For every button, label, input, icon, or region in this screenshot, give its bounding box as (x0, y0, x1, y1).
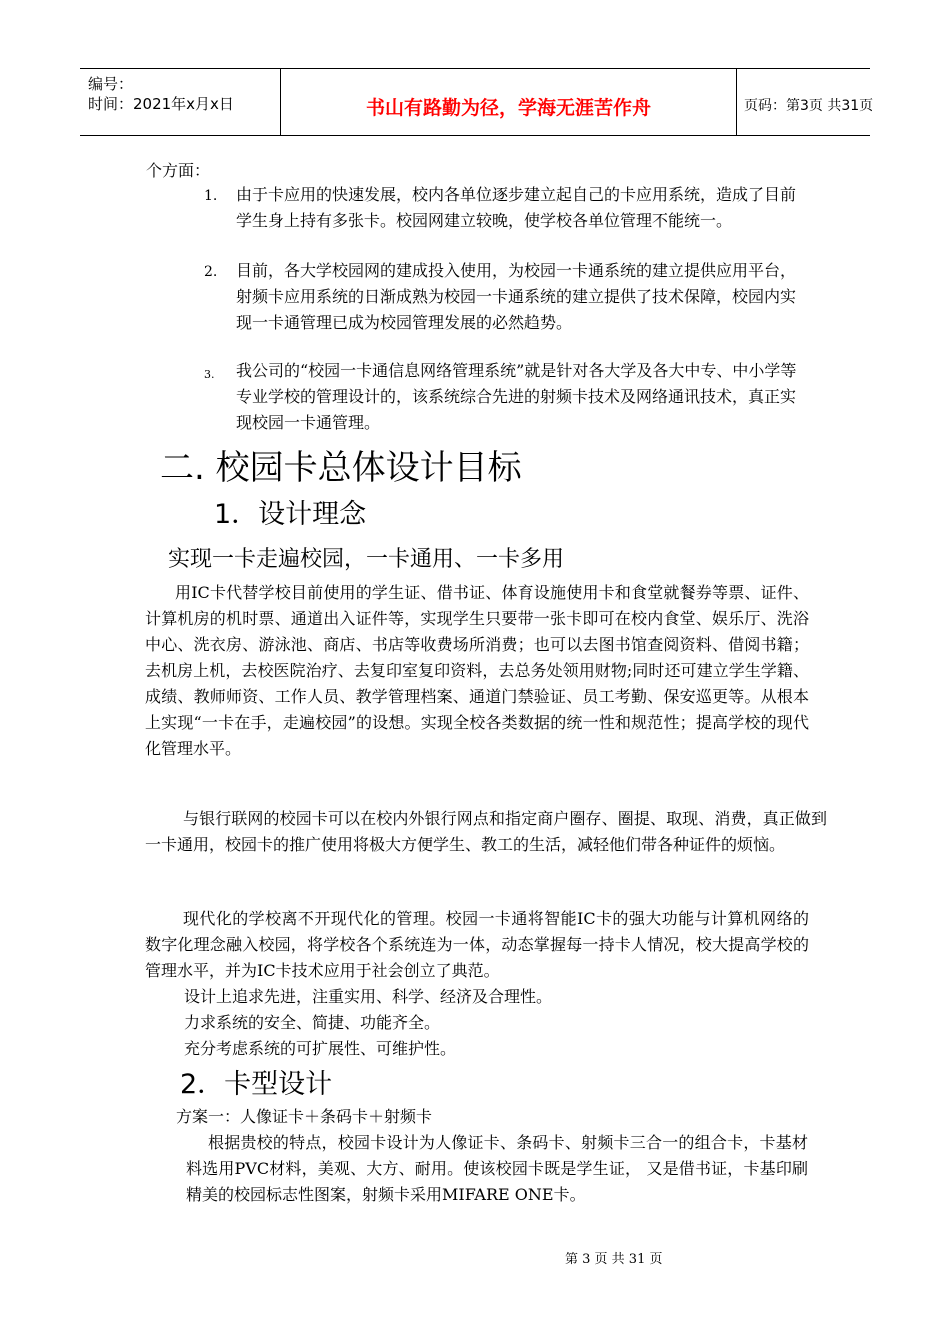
list-item-number: 3. (204, 368, 215, 381)
paragraph: 现代化的学校离不开现代化的管理。校园一卡通将智能IC卡的强大功能与计算机网络的数字化理念融入校园，将学校各个系统连为一体，动态掌握每一持卡人情况，校大提高学校的管理水平，并为IC卡技术应用于社会创立了典范。 (145, 909, 809, 980)
paragraph: 用IC卡代替学校目前使用的学生证、借书证、体育设施使用卡和食堂就餐券等票、证件、计算机房的机时票、通道出入证件等，实现学生只要带一张卡即可在校内食堂、娱乐厅、洗浴中心、洗衣房、游泳池、商店、书店等收费场所消费；也可以去图书馆查阅资料、借阅书籍；去机房上机，去校医院治疗、去复印室复印资料，去总务处领用财物;同时还可建立学生学籍、成绩、教师师资、工作人员、教学管理档案、通道门禁验证、员工考勤、保安巡更等。从根本上实现“一卡在手，走遍校园”的设想。实现全校各类数据的统一性和规范性；提高学校的现代化管理水平。 (145, 583, 809, 758)
list-item-text: 我公司的“校园一卡通信息网络管理系统”就是针对各大学及各大中专、中小学等专业学校的管理设计的，该系统综合先进的射频卡技术及网络通讯技术，真正实现校园一卡通管理。 (236, 361, 797, 432)
list-item-text: 目前，各大学校园网的建成投入使用，为校园一卡通系统的建立提供应用平台，射频卡应用系统的日渐成熟为校园一卡通系统的建立提供了技术保障，校园内实现一卡通管理已成为校园管理发展的必然趋势。 (236, 261, 797, 332)
plan-title: 方案一：人像证卡＋条码卡＋射频卡 (176, 1107, 433, 1126)
goal-line: 充分考虑系统的可扩展性、可维护性。 (184, 1039, 457, 1058)
header-left-cell (80, 69, 280, 135)
plan-paragraph: 根据贵校的特点，校园卡设计为人像证卡、条码卡、射频卡三合一的组合卡，卡基材料选用PVC材料，美观、大方、耐用。使该校园卡既是学生证， 又是借书证，卡基印刷精美的校园标志性图案，射频卡采用MIFARE ONE卡。 (186, 1133, 808, 1204)
header-motto: 书山有路勤为径，学海无涯苦作舟 (365, 97, 651, 119)
subsection-title: 2．卡型设计 (180, 1069, 333, 1100)
document-date: 时间：2021年x月x日 (88, 95, 234, 113)
intro-line: 个方面： (146, 161, 211, 180)
list-item-number: 1. (204, 188, 218, 204)
page-footer: 第 3 页 共 31 页 (565, 1252, 663, 1267)
goal-line: 力求系统的安全、简捷、功能齐全。 (184, 1013, 441, 1032)
goal-line: 设计上追求先进，注重实用、科学、经济及合理性。 (184, 987, 553, 1006)
list-item-text: 由于卡应用的快速发展，校内各单位逐步建立起自己的卡应用系统，造成了目前学生身上持有多张卡。校园网建立较晚，使学校各单位管理不能统一。 (236, 185, 797, 230)
subsection-title: 1．设计理念 (214, 499, 367, 530)
page-header (80, 68, 874, 136)
header-center-cell (280, 69, 737, 135)
list-item-number: 2. (204, 264, 218, 280)
paragraph: 与银行联网的校园卡可以在校内外银行网点和指定商户圈存、圈提、取现、消费，真正做到一卡通用，校园卡的推广使用将极大方便学生、教工的生活，减轻他们带各种证件的烦恼。 (145, 809, 827, 854)
header-right-cell (736, 69, 874, 135)
header-page-number: 页码：第3页 共31页 (744, 98, 874, 114)
section-title: 二. 校园卡总体设计目标 (160, 448, 522, 488)
slogan-heading: 实现一卡走遍校园，一卡通用、一卡多用 (168, 547, 565, 572)
document-number: 编号： (88, 75, 134, 93)
